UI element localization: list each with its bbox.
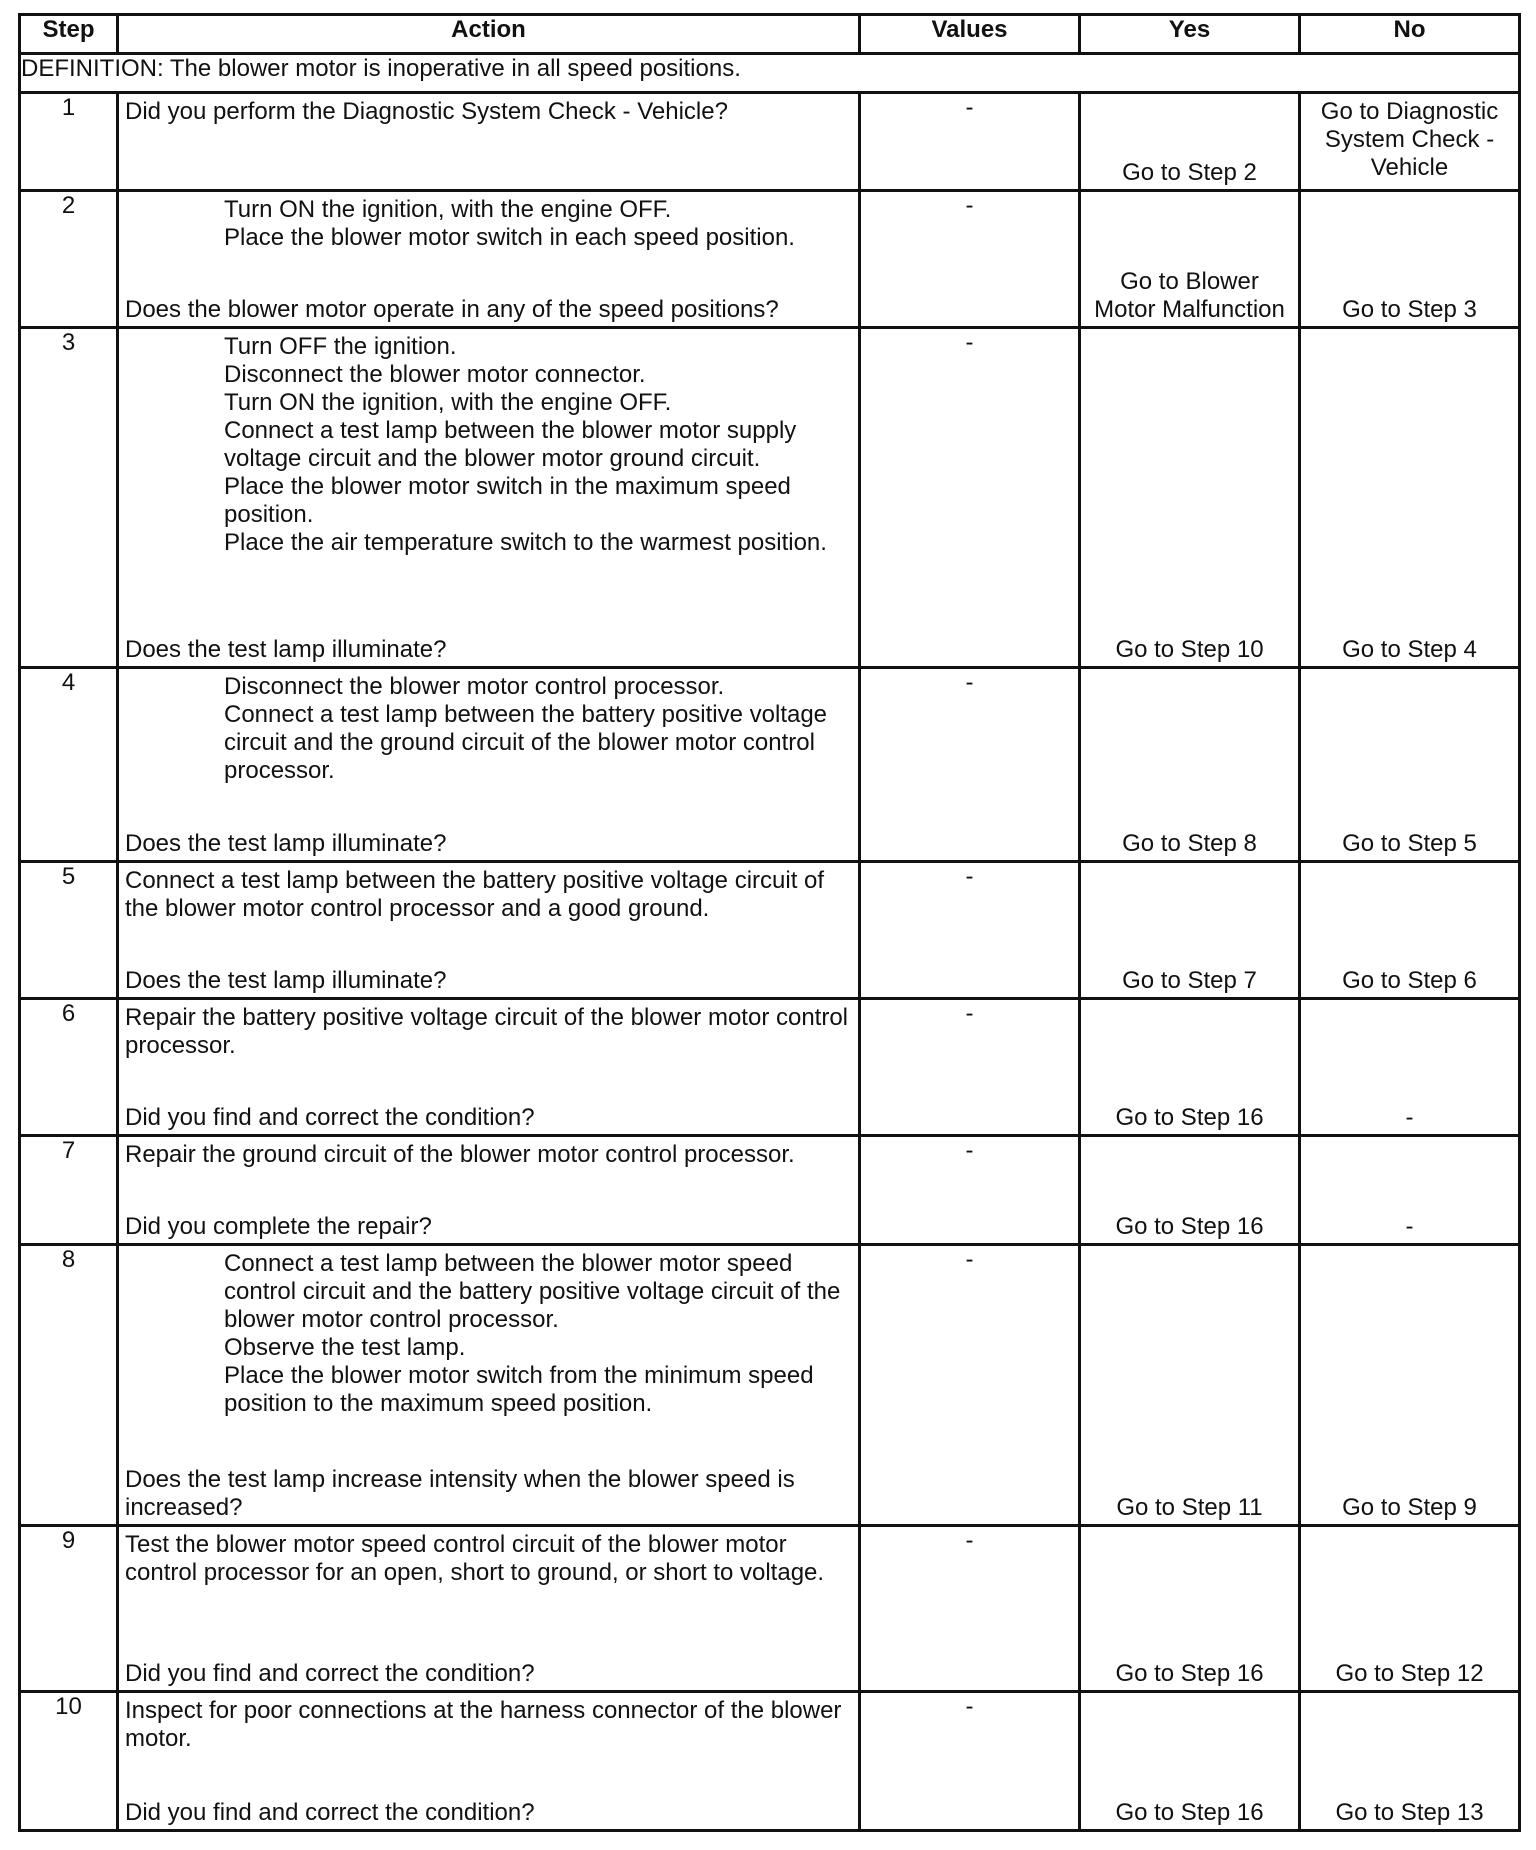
yes-result: Go to Step 16: [1115, 1660, 1264, 1687]
no-cell: [1300, 668, 1520, 862]
no-result: Go to Step 5: [1342, 830, 1477, 857]
definition-row: [20, 54, 1520, 93]
action-cell: [118, 1526, 860, 1692]
table-row: [20, 1245, 1520, 1526]
action-cell: [118, 93, 860, 191]
no-cell: [1300, 328, 1520, 668]
action-step-item: Place the blower motor switch in the maximum speed position.: [224, 473, 791, 528]
action-step-item: Disconnect the blower motor connector.: [224, 361, 646, 388]
no-result: -: [1405, 1213, 1414, 1240]
table-row: [20, 999, 1520, 1136]
values-cell: -: [860, 668, 1080, 862]
yes-cell: [1080, 328, 1300, 668]
no-cell: [1300, 93, 1520, 191]
table-row: [20, 1526, 1520, 1692]
no-result: Go to Step 12: [1335, 1660, 1484, 1687]
step-number: 2: [20, 191, 118, 328]
no-result: Go to Diagnostic System Check - Vehicle: [1320, 98, 1499, 181]
header-action: Action: [118, 15, 860, 54]
no-cell: [1300, 999, 1520, 1136]
table-row: [20, 1692, 1520, 1831]
step-number: 9: [20, 1526, 118, 1692]
action-text: Did you perform the Diagnostic System Check - Vehicle?: [125, 98, 728, 125]
action-step-item: Place the air temperature switch to the warmest position.: [224, 529, 827, 556]
action-text: Inspect for poor connections at the harness connector of the blower motor.: [125, 1697, 842, 1752]
yes-cell: [1080, 1526, 1300, 1692]
action-question: Does the test lamp illuminate?: [125, 967, 447, 994]
action-question: Did you complete the repair?: [125, 1213, 432, 1240]
yes-cell: [1080, 1136, 1300, 1245]
table-row: [20, 668, 1520, 862]
values-cell: -: [860, 1526, 1080, 1692]
header-step: Step: [20, 15, 118, 54]
action-step-item: Disconnect the blower motor control processor.: [224, 673, 725, 700]
step-number: 3: [20, 328, 118, 668]
action-question: Does the blower motor operate in any of the speed positions?: [125, 296, 779, 323]
action-cell: [118, 1245, 860, 1526]
header-no: No: [1300, 15, 1520, 54]
action-cell: [118, 999, 860, 1136]
values-cell: -: [860, 328, 1080, 668]
action-question: Does the test lamp illuminate?: [125, 830, 447, 857]
yes-result: Go to Step 8: [1122, 830, 1257, 857]
action-step-item: Place the blower motor switch in each speed position.: [224, 224, 795, 251]
diagnostic-table-sheet: [18, 13, 1518, 1832]
table-row: [20, 93, 1520, 191]
yes-cell: [1080, 999, 1300, 1136]
action-cell: [118, 1692, 860, 1831]
yes-cell: [1080, 668, 1300, 862]
no-result: Go to Step 6: [1342, 967, 1477, 994]
action-question: Does the test lamp illuminate?: [125, 636, 447, 663]
yes-result: Go to Step 2: [1122, 159, 1257, 186]
values-cell: -: [860, 191, 1080, 328]
values-cell: -: [860, 999, 1080, 1136]
no-result: -: [1405, 1104, 1414, 1131]
table-row: [20, 328, 1520, 668]
action-step-item: Turn ON the ignition, with the engine OFF.: [224, 196, 672, 223]
yes-result: Go to Blower Motor Malfunction: [1094, 268, 1285, 323]
values-cell: -: [860, 1692, 1080, 1831]
action-step-item: Observe the test lamp.: [224, 1334, 466, 1361]
action-cell: [118, 191, 860, 328]
yes-cell: [1080, 93, 1300, 191]
action-text: Repair the ground circuit of the blower motor control processor.: [125, 1141, 795, 1168]
action-text: Connect a test lamp between the battery positive voltage circuit of the blower motor control processor and a good ground.: [125, 867, 825, 922]
yes-result: Go to Step 16: [1115, 1799, 1264, 1826]
yes-cell: [1080, 1245, 1300, 1526]
diagnostic-table: [18, 13, 1521, 1832]
no-cell: [1300, 862, 1520, 999]
header-row: [20, 15, 1520, 54]
values-cell: -: [860, 862, 1080, 999]
action-text: Test the blower motor speed control circuit of the blower motor control processor for an open, short to ground, or short to voltage.: [125, 1531, 825, 1586]
yes-result: Go to Step 16: [1115, 1104, 1264, 1131]
action-steps: [125, 196, 850, 252]
step-number: 1: [20, 93, 118, 191]
no-result: Go to Step 9: [1342, 1494, 1477, 1521]
action-step-item: Connect a test lamp between the blower motor supply voltage circuit and the blower motor ground circuit.: [224, 417, 797, 472]
table-row: [20, 862, 1520, 999]
yes-result: Go to Step 7: [1122, 967, 1257, 994]
no-cell: [1300, 1136, 1520, 1245]
action-question: Does the test lamp increase intensity when the blower speed is increased?: [125, 1466, 795, 1521]
action-step-item: Turn ON the ignition, with the engine OFF.: [224, 389, 672, 416]
values-cell: -: [860, 1245, 1080, 1526]
action-step-item: Connect a test lamp between the blower motor speed control circuit and the battery positive voltage circuit of the blower motor control processor.: [224, 1250, 841, 1333]
action-question: Did you find and correct the condition?: [125, 1104, 535, 1131]
no-cell: [1300, 1692, 1520, 1831]
step-number: 6: [20, 999, 118, 1136]
step-number: 7: [20, 1136, 118, 1245]
definition-text: DEFINITION: The blower motor is inoperative in all speed positions.: [20, 54, 1520, 93]
action-step-item: Turn OFF the ignition.: [224, 333, 457, 360]
header-yes: Yes: [1080, 15, 1300, 54]
yes-result: Go to Step 10: [1115, 636, 1264, 663]
action-cell: [118, 328, 860, 668]
no-cell: [1300, 191, 1520, 328]
action-steps: [125, 333, 850, 557]
table-row: [20, 1136, 1520, 1245]
no-result: Go to Step 13: [1335, 1799, 1484, 1826]
yes-cell: [1080, 191, 1300, 328]
action-text: Repair the battery positive voltage circuit of the blower motor control processor.: [125, 1004, 849, 1059]
action-question: Did you find and correct the condition?: [125, 1660, 535, 1687]
yes-result: Go to Step 11: [1116, 1494, 1263, 1521]
no-result: Go to Step 4: [1342, 636, 1477, 663]
action-cell: [118, 862, 860, 999]
values-cell: -: [860, 93, 1080, 191]
action-step-item: Place the blower motor switch from the minimum speed position to the maximum speed position.: [224, 1362, 814, 1417]
no-cell: [1300, 1526, 1520, 1692]
step-number: 8: [20, 1245, 118, 1526]
action-step-item: Connect a test lamp between the battery positive voltage circuit and the ground circuit of the blower motor control processor.: [224, 701, 828, 784]
action-cell: [118, 1136, 860, 1245]
table-row: [20, 191, 1520, 328]
action-steps: [125, 673, 850, 785]
header-values: Values: [860, 15, 1080, 54]
no-result: Go to Step 3: [1342, 296, 1477, 323]
step-number: 4: [20, 668, 118, 862]
action-cell: [118, 668, 860, 862]
values-cell: -: [860, 1136, 1080, 1245]
no-cell: [1300, 1245, 1520, 1526]
action-steps: [125, 1250, 850, 1418]
yes-cell: [1080, 862, 1300, 999]
step-number: 5: [20, 862, 118, 999]
yes-result: Go to Step 16: [1115, 1213, 1264, 1240]
action-question: Did you find and correct the condition?: [125, 1799, 535, 1826]
step-number: 10: [20, 1692, 118, 1831]
yes-cell: [1080, 1692, 1300, 1831]
